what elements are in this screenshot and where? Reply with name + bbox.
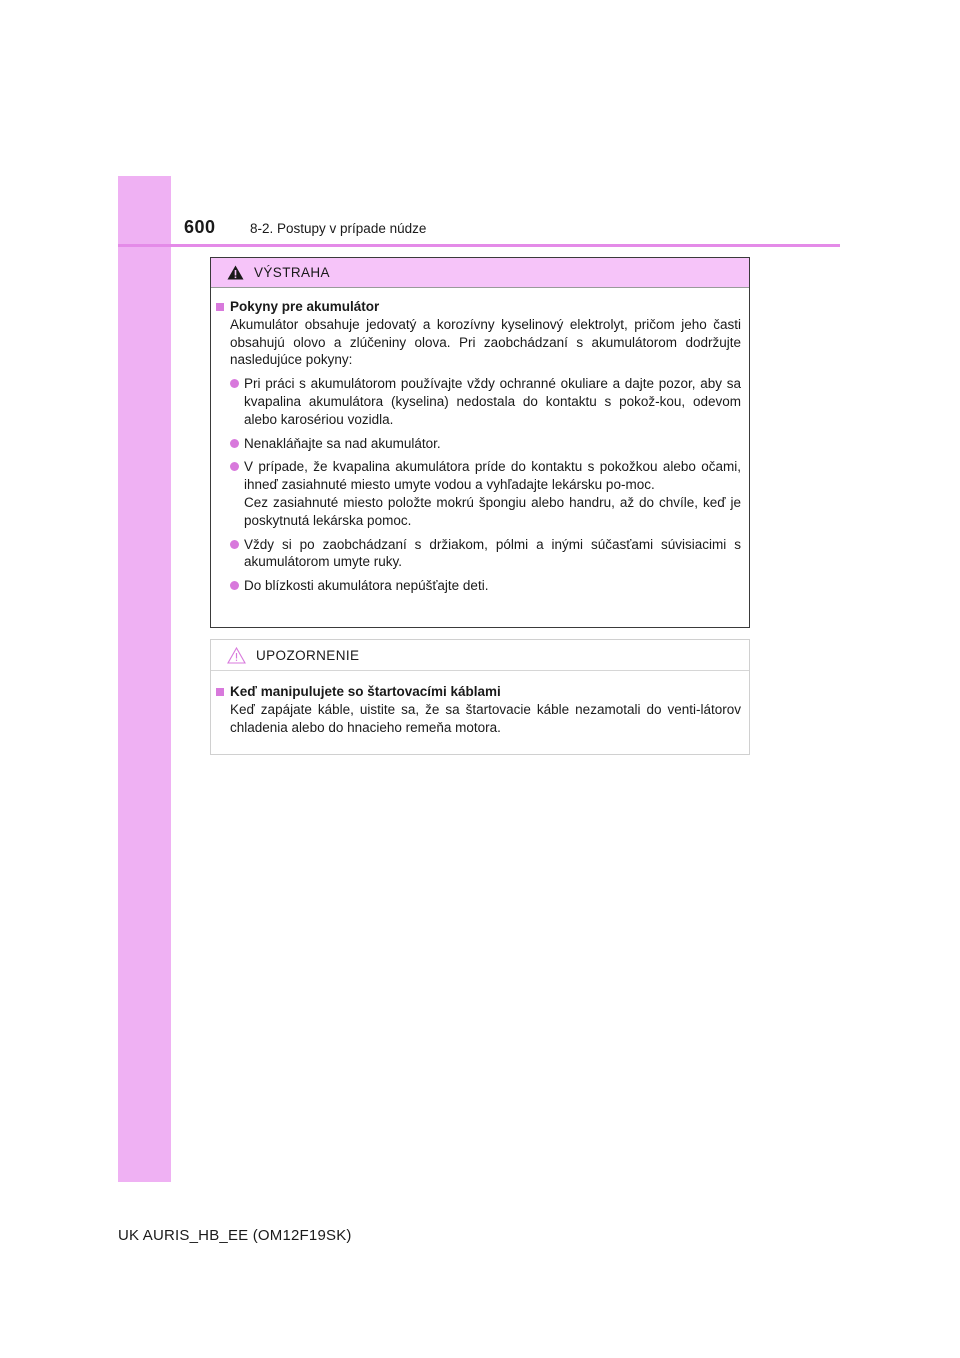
section-title: 8-2. Postupy v prípade núdze: [250, 221, 427, 236]
bullet-text: Nenakláňajte sa nad akumulátor.: [244, 435, 441, 451]
warning-header: [211, 258, 749, 288]
manual-code: UK AURIS_HB_EE (OM12F19SK): [118, 1227, 352, 1244]
round-bullet-icon: [230, 540, 239, 549]
square-bullet-icon: [216, 688, 224, 696]
caution-label: UPOZORNENIE: [256, 647, 360, 663]
list-item: [216, 458, 741, 529]
caution-triangle-icon: [227, 647, 246, 664]
warning-subheading: [216, 298, 741, 316]
bullet-text: V prípade, že kvapalina akumulátora príde do kontaktu s pokožkou alebo očami, ihneď zasiahnuté miesto umyte vodou a vyhľadajte lekársku po-moc.: [244, 459, 741, 493]
caution-body: [211, 671, 749, 736]
caution-text: Keď zapájate káble, uistite sa, že sa štartovacie káble nezamotali do venti-látorov chladenia alebo do hnacieho remeňa motora.: [230, 701, 741, 735]
bullet-text: Vždy si po zaobchádzaní s držiakom, pólmi a inými súčasťami súvisiacimi s akumulátorom umyte ruky.: [244, 536, 741, 570]
square-bullet-icon: [216, 303, 224, 311]
caution-subheading: [216, 683, 741, 701]
warning-intro: Akumulátor obsahuje jedovatý a korozívny kyselinový elektrolyt, pričom jeho časti obsahujú olovo a zlúčeniny olova. Pri zaobchádzaní s akumulátorom dodržujte nasledujúce pokyny:: [230, 316, 741, 368]
caution-header: [211, 640, 749, 671]
list-item: [216, 375, 741, 428]
warning-body: [211, 288, 749, 595]
header-rule: [118, 244, 840, 247]
side-color-bar: [118, 176, 171, 1182]
list-item: [216, 536, 741, 572]
warning-triangle-icon: [227, 265, 244, 280]
round-bullet-icon: [230, 439, 239, 448]
warning-box: [210, 257, 750, 628]
list-item: [216, 577, 741, 595]
caution-box: [210, 639, 750, 755]
bullet-extra-text: Cez zasiahnuté miesto položte mokrú špongiu alebo handru, až do chvíle, keď je poskytnutá lekárska pomoc.: [244, 494, 741, 528]
list-item: [216, 435, 741, 453]
bullet-text: Do blízkosti akumulátora nepúšťajte deti.: [244, 578, 489, 594]
round-bullet-icon: [230, 379, 239, 388]
caution-heading-text: Keď manipulujete so štartovacími káblami: [230, 684, 501, 699]
round-bullet-icon: [230, 462, 239, 471]
bullet-text: Pri práci s akumulátorom používajte vždy ochranné okuliare a dajte pozor, aby sa kvapalina akumulátora (kyselina) nedostala do kontaktu s pokož-kou, odevom alebo karosériou vozidla.: [244, 376, 741, 427]
page-number: 600: [184, 217, 216, 237]
warning-label: VÝSTRAHA: [254, 265, 330, 280]
round-bullet-icon: [230, 581, 239, 590]
warning-heading-text: Pokyny pre akumulátor: [230, 299, 380, 314]
